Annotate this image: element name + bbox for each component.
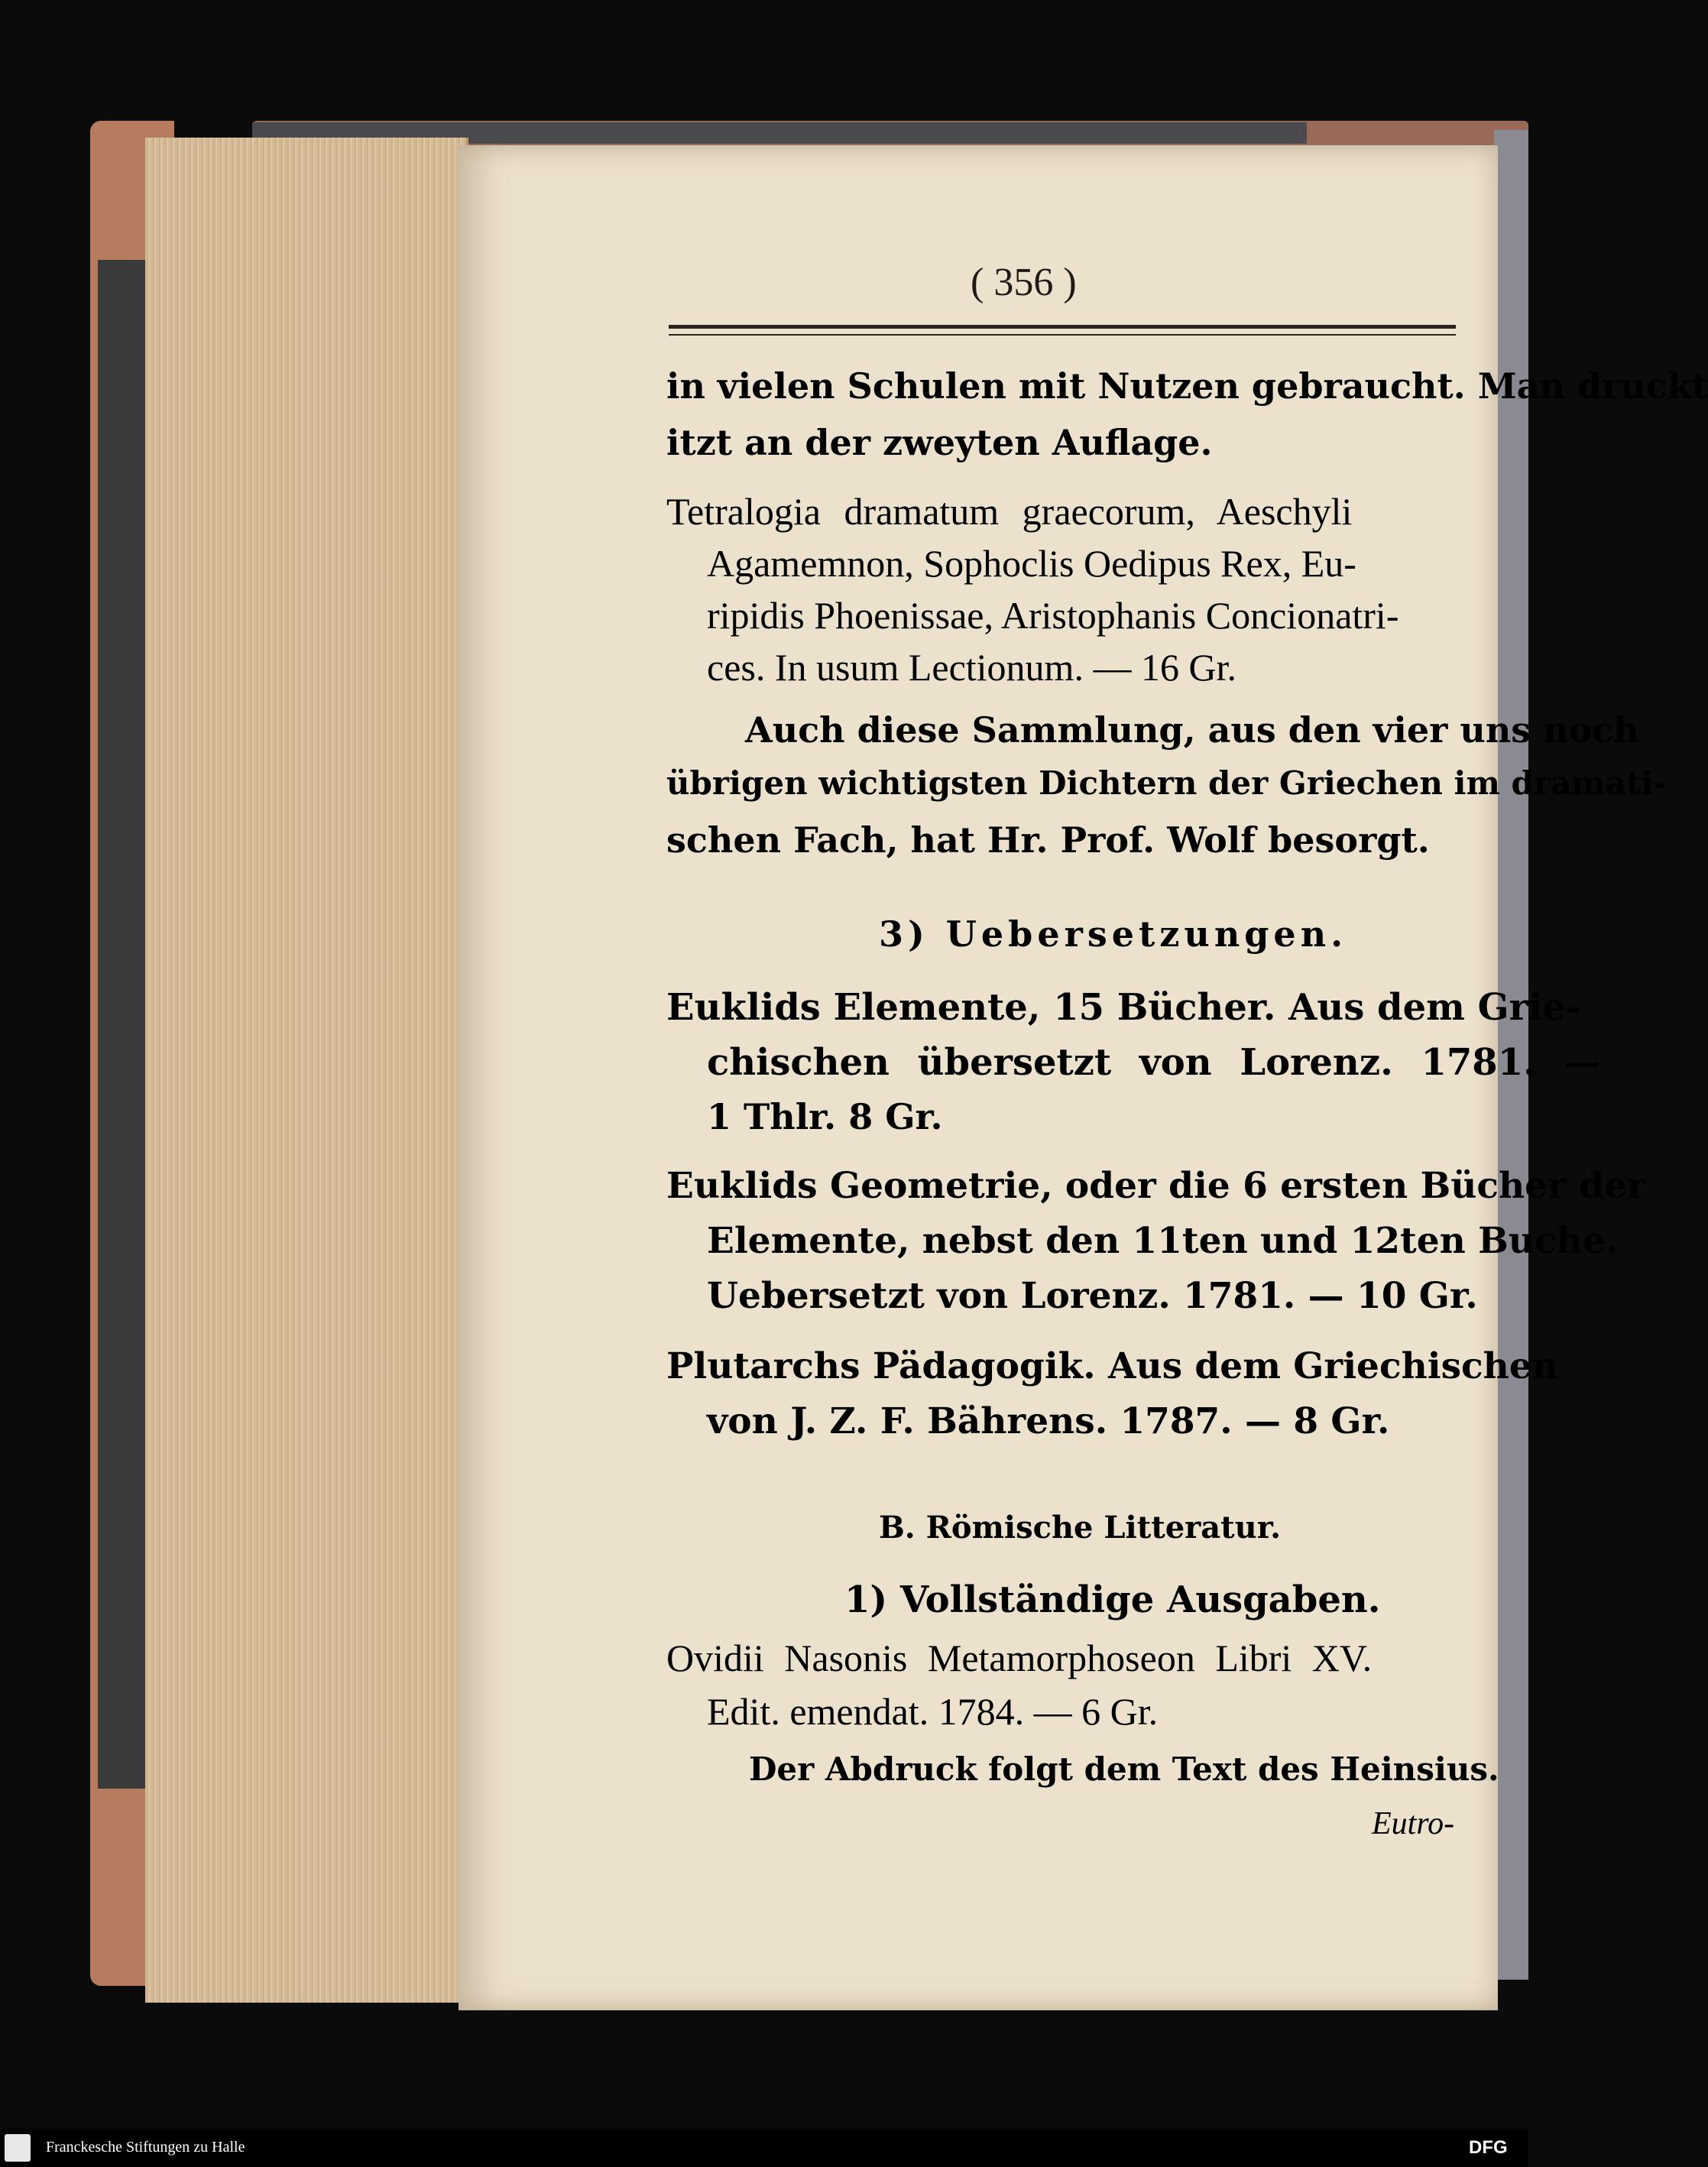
- header-rule-thin: [669, 334, 1456, 336]
- section-heading: 1) Vollständige Ausgaben.: [844, 1578, 1381, 1621]
- entry-title: Euklids Elemente, 15 Bücher. Aus dem Grie-: [666, 986, 1581, 1029]
- institution-name: Franckesche Stiftungen zu Halle: [46, 2139, 245, 2156]
- page-number: ( 356 ): [971, 261, 1077, 304]
- text-line: Der Abdruck folgt dem Text des Heinsius.: [749, 1750, 1499, 1788]
- page-edges: [145, 138, 468, 2003]
- catchword: Eutro-: [1372, 1806, 1455, 1841]
- text-line: Uebersetzt von Lorenz. 1781. — 10 Gr.: [707, 1275, 1478, 1317]
- text-line: itzt an der zweyten Auflage.: [666, 422, 1213, 463]
- text-line: 1 Thlr. 8 Gr.: [707, 1096, 943, 1137]
- text-line: ces. In usum Lectionum. — 16 Gr.: [707, 646, 1236, 689]
- text-line: in vielen Schulen mit Nutzen gebraucht. Man druckt: [666, 365, 1708, 407]
- text-line: chischen übersetzt von Lorenz. 1781. —: [707, 1041, 1601, 1084]
- text-line: Agamemnon, Sophoclis Oedipus Rex, Eu-: [707, 542, 1356, 585]
- institution-logo: [5, 2134, 31, 2162]
- section-heading: 3) Uebersetzungen.: [879, 913, 1348, 955]
- entry-title: Tetralogia dramatum graecorum, Aeschyli: [666, 490, 1353, 533]
- text-line: ripidis Phoenissae, Aristophanis Concionatri-: [707, 594, 1399, 637]
- dfg-logo: DFG: [1469, 2137, 1508, 2158]
- text-line: schen Fach, hat Hr. Prof. Wolf besorgt.: [666, 819, 1430, 861]
- section-heading: B. Römische Litteratur.: [879, 1510, 1282, 1546]
- text-line: Edit. emendat. 1784. — 6 Gr.: [707, 1690, 1159, 1733]
- entry-title: Euklids Geometrie, oder die 6 ersten Bücher der: [666, 1165, 1646, 1207]
- entry-title: Ovidii Nasonis Metamorphoseon Libri XV.: [666, 1637, 1373, 1679]
- text-line: Auch diese Sammlung, aus den vier uns noch: [745, 709, 1639, 751]
- book-cover-cloth: [98, 260, 151, 1789]
- text-line: von J. Z. F. Bährens. 1787. — 8 Gr.: [707, 1400, 1390, 1442]
- text-line: Elemente, nebst den 11ten und 12ten Buche.: [707, 1220, 1619, 1262]
- entry-title: Plutarchs Pädagogik. Aus dem Griechischen: [666, 1345, 1558, 1387]
- text-line: übrigen wichtigsten Dichtern der Griechen im dramati-: [666, 764, 1667, 802]
- header-rule: [669, 325, 1456, 329]
